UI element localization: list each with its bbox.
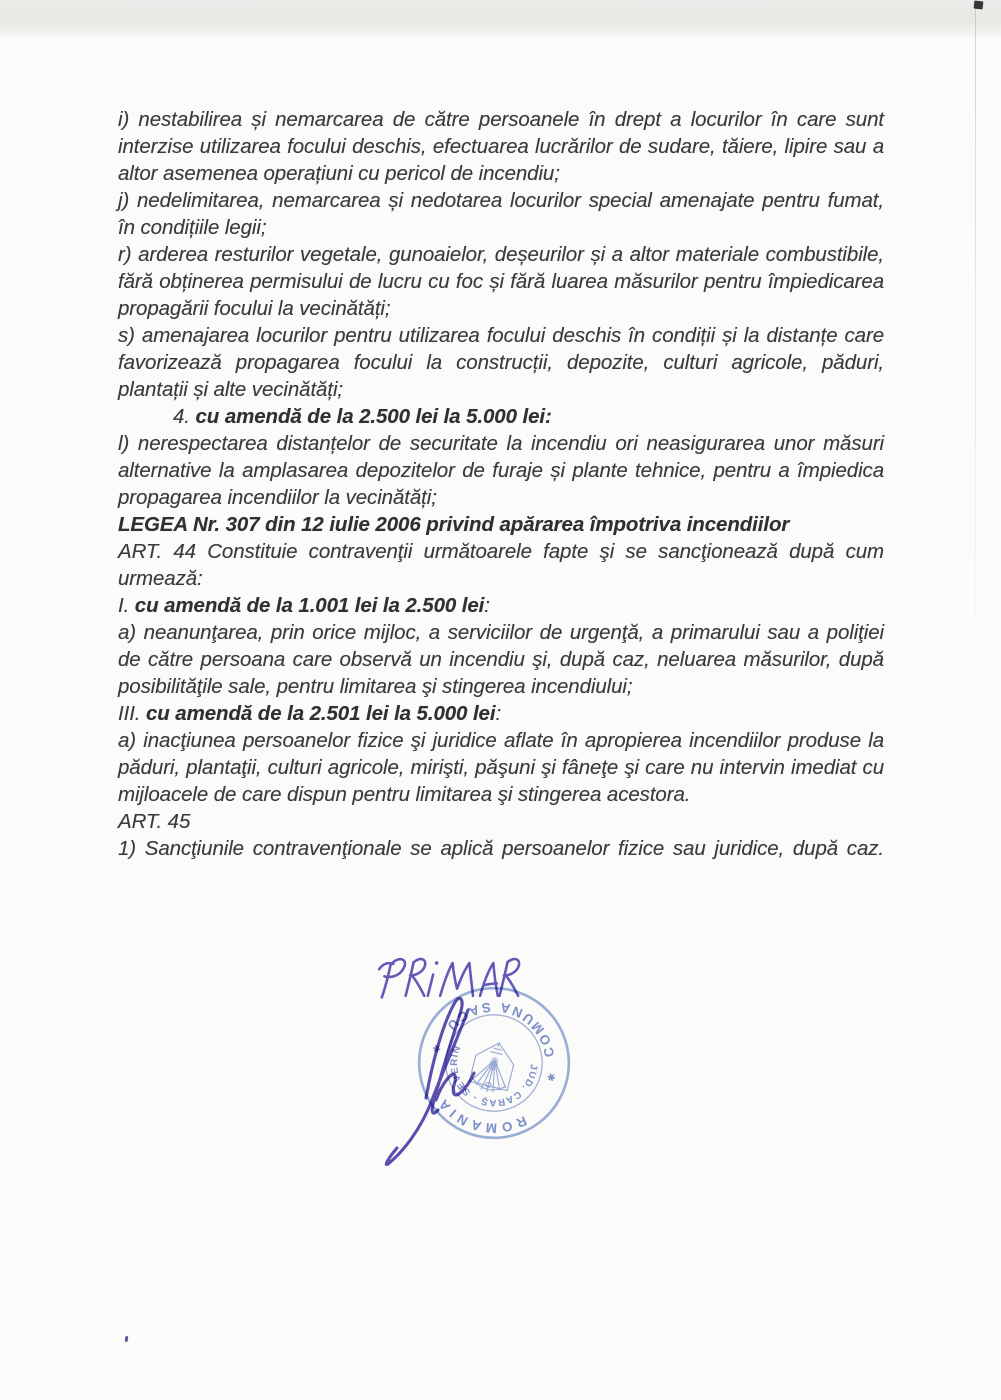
signature-strokes (386, 998, 474, 1164)
text-run: : (484, 594, 490, 617)
paragraph-s (118, 322, 884, 403)
stamp-star-right-icon: ✱ (431, 1043, 445, 1055)
paragraph-a2 (118, 727, 884, 808)
document-text-block (118, 106, 884, 862)
text-run: ART. 44 Constituie contravenţii următoarele fapte şi se sancţionează după cum urmează: (118, 540, 884, 590)
signature (368, 988, 492, 1168)
paragraph-i (118, 106, 884, 187)
text-run: ART. 45 (118, 810, 191, 833)
stamp-star-left-icon: ✱ (543, 1071, 557, 1083)
paragraph-fine-III (118, 700, 884, 727)
paragraph-sanc (118, 835, 884, 862)
stamp-county-text: JUD. CARAŞ - SEVERIN (449, 1043, 539, 1108)
text-run: s) amenajarea locurilor pentru utilizarea focului deschis în condiții și la distanțe care favorizează propagarea focului la construcții, depozite, culturi agricole, păduri, plantații și alte vecinătăți; (118, 324, 884, 401)
text-run: a) neanunţarea, prin orice mijloc, a serviciilor de urgenţă, a primarului sau a poliţiei de către persoana care observă un incendiu şi, după caz, neluarea măsurilor, după posibilităţile sale, pentru limitarea şi stingerea incendiului; (118, 621, 884, 698)
text-run: r) arderea resturilor vegetale, gunoaielor, deșeurilor și a altor materiale combustibile, fără obținerea permisului de lucru cu foc și fără luarea măsurilor pentru împiedicarea propagării focului la vecinătăți; (118, 243, 884, 320)
text-run: i) nestabilirea și nemarcarea de către persoanele în drept a locurilor în care sunt interzise utilizarea focului deschis, efectuarea lucrărilor de sudare, tăiere, lipire sau a altor asemenea operațiuni cu pericol de incendiu; (118, 108, 884, 185)
paragraph-fine-4 (118, 403, 884, 430)
text-run: a) inacţiunea persoanelor fizice şi juridice aflate în apropierea incendiilor produse la păduri, plantaţii, culturi agricole, mirişti, păşuni şi fâneţe şi care nu intervin imediat cu mijloacele de care dispun pentru limitarea şi stingerea acestora. (118, 729, 884, 806)
text-run: l) nerespectarea distanțelor de securitate la incendiu ori neasigurarea unor măsuri alternative la amplasarea depozitelor de furaje și plante tehnice, pentru a împiedica propagarea incendiilor la vecinătăți; (118, 432, 884, 509)
text-run: cu amendă de la 2.501 lei la 5.000 lei (145, 702, 496, 725)
ink-dot-artifact (125, 1336, 129, 1342)
text-run: I. (118, 594, 135, 617)
text-run: LEGEA Nr. 307 din 12 iulie 2006 privind apărarea împotriva incendiilor (118, 513, 790, 536)
paragraph-a1 (118, 619, 884, 700)
text-run: 4. (173, 405, 196, 428)
text-run: cu amendă de la 2.500 lei la 5.000 lei: (195, 405, 552, 428)
paragraph-l (118, 430, 884, 511)
stamp-country-text: ROMANIA (433, 1093, 529, 1136)
paragraph-fine-I (118, 592, 884, 619)
paragraph-art45 (118, 808, 884, 835)
scan-artifact-line (975, 5, 976, 695)
text-run: j) nedelimitarea, nemarcarea și nedotarea locurilor special amenajate pentru fumat, în condițiile legii; (118, 189, 884, 239)
text-run: 1) Sancţiunile contravenţionale se aplică persoanelor fizice sau juridice, după caz. (118, 837, 884, 860)
scan-edge-band (0, 0, 1001, 36)
paragraph-legea (118, 511, 884, 538)
paragraph-art44 (118, 538, 884, 592)
text-run: III. (118, 702, 146, 725)
text-run: cu amendă de la 1.001 lei la 2.500 lei (134, 594, 485, 617)
paragraph-j (118, 187, 884, 241)
stamp-commune-text: COMUNA SACU (441, 999, 558, 1059)
scan-artifact-speck (974, 1, 984, 10)
paragraph-r (118, 241, 884, 322)
text-run: : (495, 702, 502, 725)
